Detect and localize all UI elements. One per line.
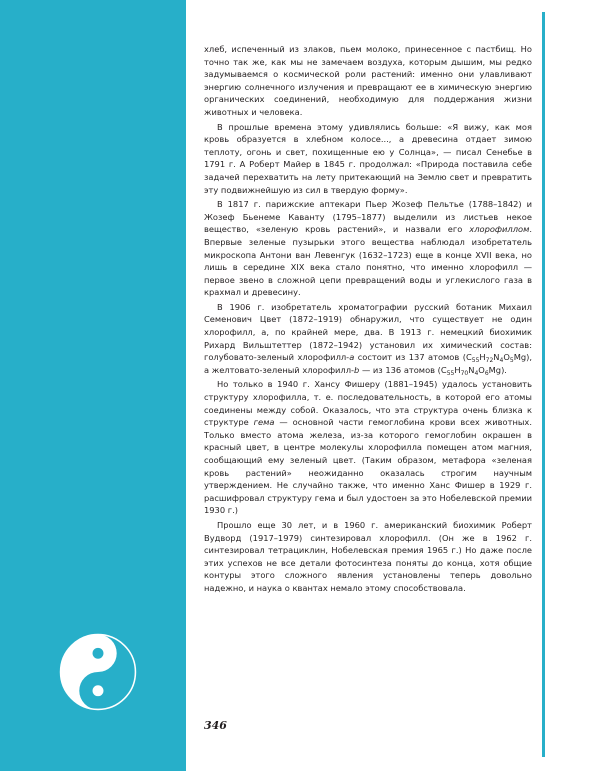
body-text bbox=[204, 43, 532, 597]
page-content bbox=[198, 43, 534, 732]
paragraph-6: Прошло еще 30 лет, и в 1960 г. американский биохимик Роберт Вудворд (1917–1979) синтезировал хлорофилл. (Он же в 1962 г. синтезировал тетрациклин, Нобелевская премия 1965 г.) Но даже после этих успехов не все детали фотосинтеза поняты до конца, хотя общие контуры этого сложного явления установлены теперь довольно надежно, и наука о квантах немало этому способствовала. bbox=[204, 519, 532, 593]
page-number: 346 bbox=[204, 719, 227, 732]
term-chlorophyll: хлорофиллом bbox=[469, 224, 530, 235]
term-heme: гема bbox=[253, 417, 275, 428]
paragraph-3: В 1817 г. парижские аптекари Пьер Жозеф Пельтье (1788–1842) и Жозеф Бьенеме Каванту (1795–1877) выделили из листьев некое вещество, «зеленую кровь растений», и назвали его хлорофиллом. Впервые зеленые пузырьки этого вещества наблюдал изобретатель микроскопа Антони ван Левенгук (1632–1723) еще в конце XVII века, но лишь в середине XIX века стало понятно, что именно хлорофилл — первое звено в сложной цепи превращений воды и углекислого газа в крахмал и древесину. bbox=[204, 199, 532, 298]
paragraph-1: хлеб, испеченный из злаков, пьем молоко, принесенное с пастбищ. Но точно так же, как мы не замечаем воздуха, которым дышим, мы редко задумываемся о космической роли растений: именно они улавливают энергию солнечного излучения и превращают ее в химическую энергию органических соединений, необходимую для поддержания жизни животных и человека. bbox=[204, 44, 532, 117]
paragraph-2: В прошлые времена этому удивлялись больше: «Я вижу, как моя кровь образуется в хлебном колосе..., а древесина отдает зимою теплоту, огонь и свет, похищенные ею у Солнца», — писал Сенебье в 1791 г. А Роберт Майер в 1845 г. продолжал: «Природа поставила себе задачей перехватить на лету притекающий на Землю свет и превратить эту подвижнейшую из сил в твердую форму». bbox=[204, 121, 532, 195]
right-accent-rule bbox=[542, 12, 545, 757]
paragraph-4: В 1906 г. изобретатель хроматографии русский ботаник Михаил Семенович Цвет (1872–1919) обнаружил, что существует не один хлорофилл, а, по крайней мере, два. В 1913 г. немецкий биохимик Рихард Вильштеттер (1872–1942) установил их химический состав: голубовато-зеленый хлорофилл-а состоит из 137 атомов $(C_{55}H_{72}N_4O_5Mg)$, а желтовато-зеленый хлорофилл-b — из 136 атомов $(C_{55}H_{70}N_4O_6Mg)$. bbox=[204, 301, 532, 377]
yin-yang-icon bbox=[59, 633, 137, 711]
paragraph-5: Но только в 1940 г. Хансу Фишеру (1881–1945) удалось установить структуру хлорофилла, т. е. последовательность, в которой его атомы соединены между собой. Оказалось, что эта структура очень близка к структуре гема — основной части гемоглобина крови всех животных. Только вместо атома железа, из-за которого гемоглобин окрашен в красный цвет, в центре молекулы хлорофилла помещен атом магния, сообщающий ему зеленый цвет. (Таким образом, метафора «зеленая кровь растений» неожиданно оказалась строгим научным утверждением. Не случайно также, что именно Ханс Фишер в 1929 г. расшифровал структуру гема и был удостоен за это Нобелевской премии 1930 г.) bbox=[204, 379, 532, 516]
